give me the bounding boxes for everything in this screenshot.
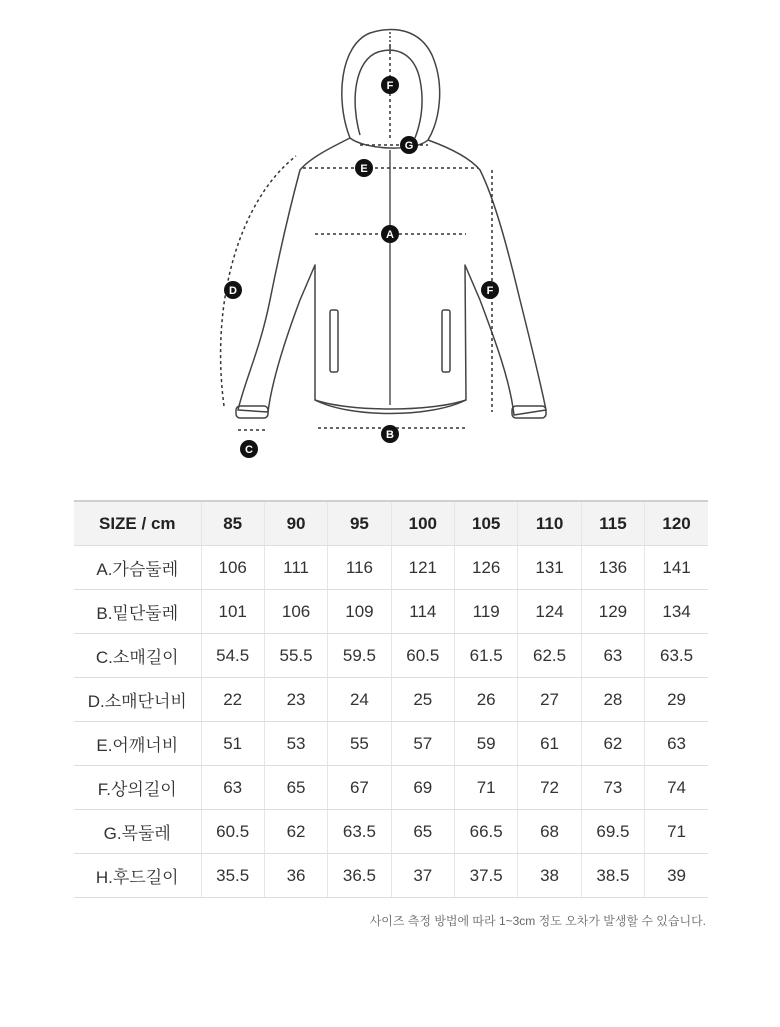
cell: 71 <box>455 766 518 810</box>
svg-text:A: A <box>386 229 394 241</box>
cell: 106 <box>264 590 327 634</box>
cell: 62 <box>581 722 644 766</box>
cell: 63 <box>201 766 264 810</box>
svg-text:D: D <box>229 285 237 297</box>
cell: 22 <box>201 678 264 722</box>
table-row <box>74 854 708 898</box>
marker-f-hood <box>381 76 399 94</box>
cell: 121 <box>391 546 454 590</box>
cell: 59 <box>455 722 518 766</box>
table-row <box>74 546 708 590</box>
marker-g <box>400 136 418 154</box>
size-120: 120 <box>645 501 708 546</box>
cell: 37.5 <box>455 854 518 898</box>
cell: 111 <box>264 546 327 590</box>
cell: 134 <box>645 590 708 634</box>
cell: 69 <box>391 766 454 810</box>
header-label: SIZE / cm <box>74 501 201 546</box>
cell: 65 <box>264 766 327 810</box>
svg-text:E: E <box>360 163 368 175</box>
svg-text:F: F <box>386 80 394 92</box>
row-label: C.소매길이 <box>74 634 201 678</box>
cell: 72 <box>518 766 581 810</box>
cell: 53 <box>264 722 327 766</box>
cell: 109 <box>328 590 391 634</box>
row-label: B.밑단둘레 <box>74 590 201 634</box>
size-110: 110 <box>518 501 581 546</box>
jacket-measurement-diagram <box>0 0 780 470</box>
row-label: A.가슴둘레 <box>74 546 201 590</box>
cell: 24 <box>328 678 391 722</box>
cell: 126 <box>455 546 518 590</box>
cell: 59.5 <box>328 634 391 678</box>
cell: 131 <box>518 546 581 590</box>
cell: 29 <box>645 678 708 722</box>
svg-text:F: F <box>486 285 494 297</box>
cell: 61 <box>518 722 581 766</box>
cell: 55.5 <box>264 634 327 678</box>
svg-text:B: B <box>386 429 394 441</box>
svg-text:C: C <box>245 444 253 456</box>
cell: 73 <box>581 766 644 810</box>
cell: 62.5 <box>518 634 581 678</box>
cell: 71 <box>645 810 708 854</box>
cell: 63 <box>581 634 644 678</box>
table-row <box>74 766 708 810</box>
size-105: 105 <box>455 501 518 546</box>
cell: 28 <box>581 678 644 722</box>
table-row <box>74 722 708 766</box>
cell: 119 <box>455 590 518 634</box>
cell: 129 <box>581 590 644 634</box>
cell: 35.5 <box>201 854 264 898</box>
cell: 63.5 <box>645 634 708 678</box>
size-95: 95 <box>328 501 391 546</box>
measurement-note: 사이즈 측정 방법에 따라 1~3cm 정도 오차가 발생할 수 있습니다. <box>369 914 706 928</box>
cell: 25 <box>391 678 454 722</box>
size-90: 90 <box>264 501 327 546</box>
table-row <box>74 634 708 678</box>
row-label: F.상의길이 <box>74 766 201 810</box>
marker-c <box>240 440 258 458</box>
cell: 36.5 <box>328 854 391 898</box>
cell: 37 <box>391 854 454 898</box>
marker-d <box>224 281 242 299</box>
cell: 114 <box>391 590 454 634</box>
measurement-lines <box>221 45 492 430</box>
row-label: H.후드길이 <box>74 854 201 898</box>
marker-b <box>381 425 399 443</box>
cell: 39 <box>645 854 708 898</box>
cell: 38 <box>518 854 581 898</box>
cell: 36 <box>264 854 327 898</box>
cell: 101 <box>201 590 264 634</box>
marker-a <box>381 225 399 243</box>
svg-text:G: G <box>404 140 414 152</box>
cell: 26 <box>455 678 518 722</box>
cell: 106 <box>201 546 264 590</box>
cell: 136 <box>581 546 644 590</box>
cell: 57 <box>391 722 454 766</box>
cell: 60.5 <box>201 810 264 854</box>
cell: 68 <box>518 810 581 854</box>
cell: 63.5 <box>328 810 391 854</box>
row-label: G.목둘레 <box>74 810 201 854</box>
cell: 27 <box>518 678 581 722</box>
table-row <box>74 810 708 854</box>
marker-f-body <box>481 281 499 299</box>
cell: 66.5 <box>455 810 518 854</box>
size-100: 100 <box>391 501 454 546</box>
cell: 60.5 <box>391 634 454 678</box>
cell: 62 <box>264 810 327 854</box>
cell: 65 <box>391 810 454 854</box>
row-label: E.어깨너비 <box>74 722 201 766</box>
cell: 38.5 <box>581 854 644 898</box>
size-header-row <box>74 501 708 546</box>
table-row <box>74 678 708 722</box>
cell: 124 <box>518 590 581 634</box>
cell: 63 <box>645 722 708 766</box>
cell: 23 <box>264 678 327 722</box>
cell: 141 <box>645 546 708 590</box>
cell: 116 <box>328 546 391 590</box>
size-85: 85 <box>201 501 264 546</box>
cell: 54.5 <box>201 634 264 678</box>
size-table <box>74 500 708 898</box>
cell: 69.5 <box>581 810 644 854</box>
cell: 67 <box>328 766 391 810</box>
measurement-markers <box>224 76 499 458</box>
size-115: 115 <box>581 501 644 546</box>
row-label: D.소매단너비 <box>74 678 201 722</box>
table-row <box>74 590 708 634</box>
cell: 61.5 <box>455 634 518 678</box>
marker-e <box>355 159 373 177</box>
cell: 55 <box>328 722 391 766</box>
cell: 51 <box>201 722 264 766</box>
cell: 74 <box>645 766 708 810</box>
